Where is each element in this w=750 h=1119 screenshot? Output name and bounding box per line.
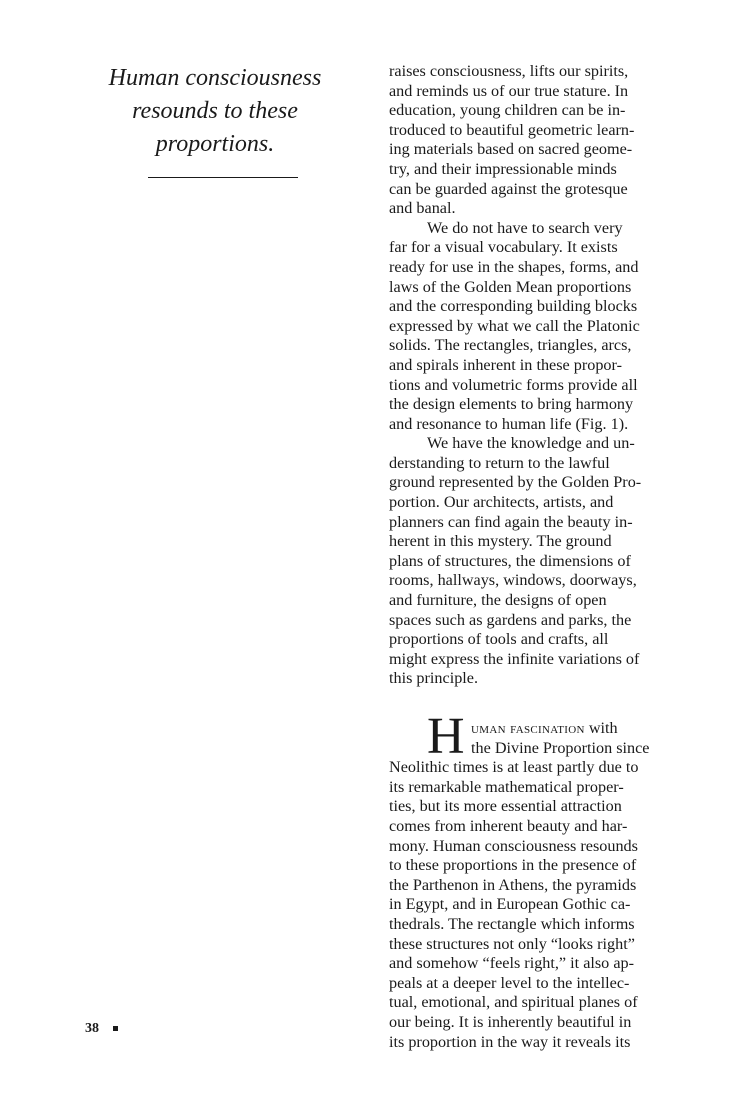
- text-line: derstanding to return to the lawful: [389, 453, 610, 472]
- pull-quote: [100, 62, 330, 161]
- text-line: tual, emotional, and spiritual planes of: [389, 993, 638, 1012]
- text-line: to these proportions in the presence of: [389, 856, 637, 875]
- text-line: its remarkable mathematical proper-: [389, 777, 624, 796]
- text-line: might express the infinite variations of: [389, 649, 640, 668]
- text-line: and somehow “feels right,” it also ap-: [389, 954, 634, 973]
- text-line: our being. It is inherently beautiful in: [389, 1012, 632, 1031]
- text-line: laws of the Golden Mean proportions: [389, 277, 632, 296]
- text-line: and the corresponding building blocks: [389, 297, 638, 316]
- drop-cap: H: [427, 708, 465, 765]
- paragraph: [389, 219, 651, 435]
- section-body: [389, 758, 651, 1052]
- text-line: ties, but its more essential attraction: [389, 797, 622, 816]
- text-line: mony. Human consciousness resounds: [389, 836, 638, 855]
- pull-quote-line: proportions.: [155, 131, 275, 157]
- text-line: peals at a deeper level to the intellec-: [389, 973, 630, 992]
- text-line: herent in this mystery. The ground: [389, 532, 612, 551]
- text-line: raises consciousness, lifts our spirits,: [389, 62, 629, 80]
- section-lead-smallcaps: uman fascination: [471, 719, 585, 737]
- text-line: ground represented by the Golden Pro-: [389, 473, 642, 492]
- body-paragraphs: [389, 62, 651, 689]
- page-number: 38: [85, 1021, 99, 1036]
- body-column: [389, 62, 651, 1052]
- text-line: and resonance to human life (Fig. 1).: [389, 414, 629, 433]
- pull-quote-rule: [148, 177, 298, 178]
- text-line: try, and their impressionable minds: [389, 159, 617, 178]
- text-line: ing materials based on sacred geome-: [389, 140, 633, 159]
- text-line: portion. Our architects, artists, and: [389, 493, 614, 512]
- section-lead-rest: with: [584, 719, 618, 737]
- text-line: solids. The rectangles, triangles, arcs,: [389, 336, 632, 355]
- paragraph: [389, 434, 651, 689]
- text-line: this principle.: [389, 669, 479, 688]
- pull-quote-line: resounds to these: [132, 98, 298, 124]
- text-line: and furniture, the designs of open: [389, 591, 607, 610]
- text-line: can be guarded against the grotesque: [389, 179, 628, 198]
- text-line: proportions of tools and crafts, all: [389, 630, 609, 649]
- text-line: thedrals. The rectangle which informs: [389, 914, 635, 933]
- text-line: expressed by what we call the Platonic: [389, 316, 640, 335]
- paragraph: [389, 62, 651, 219]
- pull-quote-line: Human consciousness: [108, 65, 322, 91]
- text-line: tions and volumetric forms provide all: [389, 375, 638, 394]
- text-line: We do not have to search very: [427, 218, 623, 237]
- folio-bullet: [113, 1026, 118, 1031]
- section-second-line: the Divine Proportion since: [471, 738, 650, 757]
- text-line: and spirals inherent in these propor-: [389, 355, 622, 374]
- text-line: its proportion in the way it reveals its: [389, 1032, 631, 1051]
- text-line: these structures not only “looks right”: [389, 934, 635, 953]
- text-line: plans of structures, the dimensions of: [389, 551, 631, 570]
- section-opening: [389, 708, 651, 765]
- text-line: rooms, hallways, windows, doorways,: [389, 571, 637, 590]
- text-line: spaces such as gardens and parks, the: [389, 610, 632, 629]
- text-line: ready for use in the shapes, forms, and: [389, 257, 639, 276]
- text-line: the Parthenon in Athens, the pyramids: [389, 875, 637, 894]
- text-line: troduced to beautiful geometric learn-: [389, 120, 635, 139]
- text-line: the design elements to bring harmony: [389, 395, 634, 414]
- text-line: in Egypt, and in European Gothic ca-: [389, 895, 631, 914]
- text-line: far for a visual vocabulary. It exists: [389, 238, 618, 257]
- text-line: and banal.: [389, 199, 456, 218]
- text-line: and reminds us of our true stature. In: [389, 81, 629, 100]
- text-line: education, young children can be in-: [389, 101, 626, 120]
- text-line: Neolithic times is at least partly due to: [389, 758, 639, 777]
- text-line: comes from inherent beauty and har-: [389, 816, 628, 835]
- text-line: We have the knowledge and un-: [427, 434, 635, 453]
- text-line: planners can find again the beauty in-: [389, 512, 633, 531]
